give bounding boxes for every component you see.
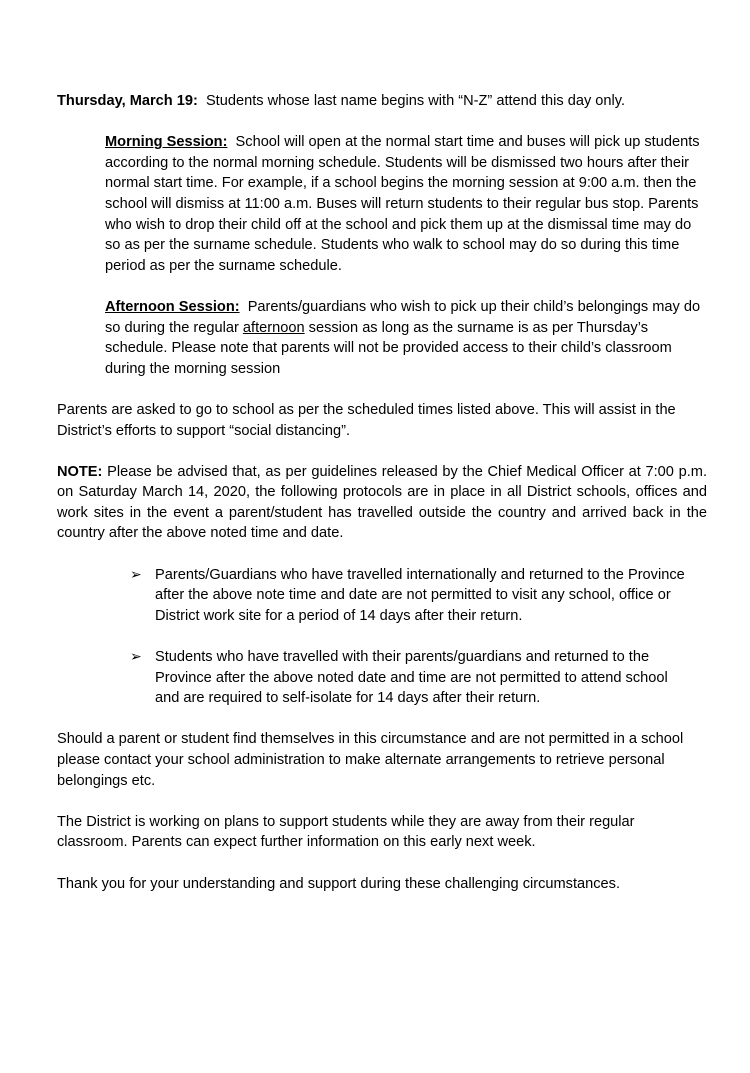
- note-paragraph: [57, 462, 707, 544]
- note-text: Please be advised that, as per guidelines released by the Chief Medical Officer at 7:00 p.m. on Saturday March 14, 2020, the following protocols are in place in all District schools, offices and work sites in the event a parent/student has travelled outside the country and arrived back in the country after the above noted time and date.: [57, 463, 707, 542]
- thursday-line: [57, 91, 707, 112]
- bullet-text: Parents/Guardians who have travelled internationally and returned to the Province after the above note time and date are not permitted to visit any school, office or District work site for a period of 14 days after their return.: [155, 566, 685, 624]
- district-paragraph: The District is working on plans to support students while they are away from their regular classroom. Parents can expect further information on this early next week.: [57, 813, 635, 851]
- morning-session-heading: Morning Session:: [105, 134, 228, 151]
- afternoon-session-text-before: Parents/guardians who wish to pick up their child’s belongings may do so during the regular: [105, 298, 701, 336]
- note-label: NOTE:: [57, 463, 103, 480]
- document-page: [57, 91, 707, 894]
- arrow-bullet-icon: ➢: [130, 649, 142, 666]
- protocol-list: [57, 565, 707, 709]
- morning-session-paragraph: [105, 132, 705, 276]
- afternoon-session-heading: Afternoon Session:: [105, 298, 240, 315]
- morning-session-text: School will open at the normal start time and buses will pick up students according to the normal morning schedule. Students will be dismissed two hours after their normal start time. For example, if a school begins the morning session at 9:00 a.m. then the school will dismiss at 11:00 a.m. Buses will return students to their regular bus stop. Parents who wish to drop their child off at the school and pick them up at the dismissal time may do so as per the surname schedule. Students who walk to school may do so during this time period as per the surname schedule.: [105, 134, 700, 274]
- list-item: [130, 647, 690, 709]
- circumstance-paragraph: Should a parent or student find themselves in this circumstance and are not permitted in a school please contact your school administration to make alternate arrangements to retrieve personal belongings etc.: [57, 731, 684, 789]
- thanks-paragraph: Thank you for your understanding and support during these challenging circumstances.: [57, 875, 621, 892]
- thursday-text: Students whose last name begins with “N-Z” attend this day only.: [205, 93, 626, 109]
- afternoon-session-text-after: session as long as the surname is as per Thursday’s schedule. Please note that parents will not be provided access to their child’s classroom during the morning session: [105, 319, 672, 377]
- arrow-bullet-icon: ➢: [130, 566, 142, 583]
- afternoon-underlined-word: afternoon: [242, 319, 305, 336]
- parents-paragraph: Parents are asked to go to school as per the scheduled times listed above. This will assist in the District’s efforts to support “social distancing”.: [57, 401, 676, 439]
- thursday-heading: Thursday, March 19:: [57, 93, 198, 109]
- bullet-text: Students who have travelled with their parents/guardians and returned to the Province after the above noted date and time are not permitted to attend school and are required to self-isolate for 14 days after their return.: [155, 649, 668, 707]
- afternoon-session-paragraph: [105, 297, 705, 379]
- list-item: [130, 565, 690, 627]
